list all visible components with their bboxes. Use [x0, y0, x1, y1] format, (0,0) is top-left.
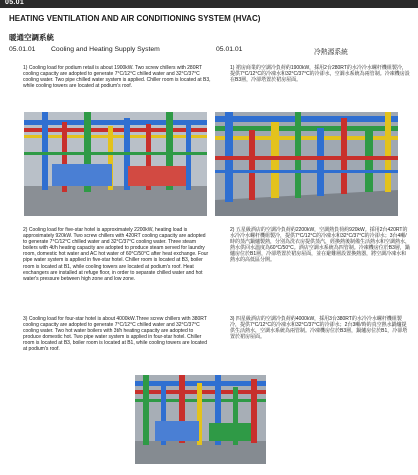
paragraph-1-en: 1) Cooling load for podium retail is about 1900kW. Two screw chillers with 280RT cooling capacity are adopted to generate 7°C/12°C chilled water and 32°C/37°C cooling water. Two pipe chilled water system is applied. Chiller room is located at B3, while cooling towers are located at podium's roof.: [23, 65, 211, 90]
paragraph-3-cn: 3) 四星級酒店的空調冷負荷約4000kW，採用3台380RT的水冷冷水螺杆機組製冷，提供7°C/12°C的冷凍水和32°C/37°C的冷卻水；2台3噸/時的真空熱水鍋爐提供生活熱水，空調水系統為兩管制。冷凍機房位於B3層，鍋爐房位於B1，冷卻塔置於裙房屋面。: [230, 316, 408, 341]
header-bar: [0, 0, 418, 8]
page-title-chinese: 暖通空調系統: [9, 33, 54, 42]
chiller-room-photo-3: [135, 375, 266, 464]
page-title: HEATING VENTILATION AND AIR CONDITIONING SYSTEM (HVAC): [9, 14, 261, 23]
section-label-en: Cooling and Heating Supply System: [51, 46, 160, 53]
page-number: 05.01: [5, 0, 25, 6]
paragraph-2-cn: 2) 五星級酒店的空調冷負荷約2200kW，空調熱負荷約920kW。採用2台420RT的水冷冷水螺杆機組製冷，提供7°C/12°C的冷凍水和32°C/37°C的冷卻水；3台4噸/時的蒸汽鍋爐製熱，分別為洗衣房提供蒸汽，經換熱後制備生活熱水和空調熱水，熱水供回水溫度為60°C/50°C。酒店空調水系統為四管制。冷凍機房位於B3層，鍋爐房位於B1層，冷卻塔置於裙房屋面，並在避難層設置換熱器，將空調冷凍水和熱水的高低區分開。: [230, 227, 411, 264]
chiller-room-photo-2: [215, 112, 398, 216]
section-number-cn: 05.01.01: [216, 46, 243, 53]
paragraph-3-en: 3) Cooling load for four-star hotel is about 4000kW.Three screw chillers with 380RT cooling capacity are adopted to generate 7°C/12°C chilled water and 32°C/37°C cooling water. Two hot water boilers with 3t/h heating capacity are adopted to produce domestic hot. Two pipe water system is applied in four-star hotel. Chiller room is located at B3, boiler room is located at B1, while cooling towers are located at podium's roof.: [23, 316, 207, 353]
paragraph-2-en: 2) Cooling load for five-star hotel is approximately 2200kW, heating load is approximately 920kW. Two screw chillers with 420RT cooling capacity are adopted to generate 7°C/12°C chilled water and 32°C/37°C cooling water. Three steam boilers with 4t/h heating capacity are adopted to produce steam served for laundry room, domestic hot water and AC hot water of 60°C/50°C after heat exchange. Four pipe water system is applied in five-star hotel. Chiller room is located at B3, boiler room is located at B1, while cooling towers are located at podium's roof. Heat exchangers are installed at refuge floor, in order to separate chilled water and hot water's pressure between high zone and low zone.: [23, 227, 209, 282]
chiller-room-photo-1: [24, 112, 207, 216]
section-label-cn: 冷熱源系統: [314, 49, 348, 56]
section-number-en: 05.01.01: [9, 46, 36, 53]
paragraph-1-cn: 1) 裙房商業的空調冷負荷約1900kW，採用2台280RT的水冷冷水螺杆機組製冷，提供7°C/12°C的冷凍水和32°C/37°C的冷卻水，空調水系統為兩管制。冷凍機房設在B3層，冷卻塔置於裙房屋面。: [230, 65, 410, 84]
